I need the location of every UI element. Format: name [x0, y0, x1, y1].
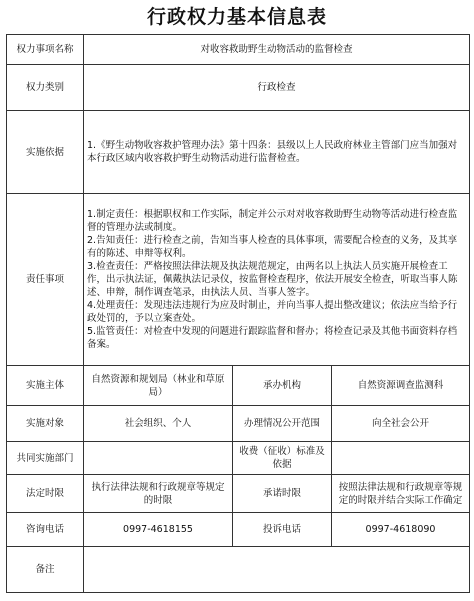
responsibility-item: 4.处理责任：发现违法违规行为应及时制止，并向当事人提出整改建议；依法应当给予行政处罚的，予以立案查处。 — [87, 300, 458, 324]
subject-label: 实施主体 — [7, 366, 84, 406]
fee-label: 收费（征收）标准及依据 — [233, 442, 332, 475]
subject-value: 自然资源和规划局（林业和草原局） — [84, 366, 233, 406]
page-title: 行政权力基本信息表 — [146, 6, 327, 28]
target-label: 实施对象 — [7, 406, 84, 442]
deadline-value: 执行法律法规和行政规章等规定的时限 — [84, 475, 233, 513]
complaint-phone-value: 0997-4618090 — [332, 513, 470, 547]
undertaking-label: 承办机构 — [233, 366, 332, 406]
row-subject — [7, 366, 470, 406]
power-name-label: 权力事项名称 — [7, 35, 84, 65]
responsibility-item: 2.告知责任：进行检查之前，告知当事人检查的具体事项，需要配合检查的义务，及其享有的陈述、申辩等权利。 — [87, 235, 458, 259]
row-target — [7, 406, 470, 442]
promise-label: 承诺时限 — [233, 475, 332, 513]
row-power-category — [7, 65, 470, 111]
disclosure-label: 办理情况公开范围 — [233, 406, 332, 442]
deadline-label: 法定时限 — [7, 475, 84, 513]
row-responsibility — [7, 194, 470, 366]
promise-value: 按照法律法规和行政规章等规定的时限并结合实际工作确定 — [332, 475, 470, 513]
consult-phone-label: 咨询电话 — [7, 513, 84, 547]
row-remark — [7, 547, 470, 593]
power-name-value: 对收容救助野生动物活动的监督检查 — [84, 35, 470, 65]
row-deadline — [7, 475, 470, 513]
basis-value: 1.《野生动物收容救护管理办法》第十四条：县级以上人民政府林业主管部门应当加强对本行政区域内收容救护野生动物活动进行监督检查。 — [84, 111, 470, 194]
responsibility-item: 3.检查责任：严格按照法律法规及执法规范规定，由两名以上执法人员实施开展检查工作，出示执法证，佩戴执法记录仪，按监督检查程序，依法开展安全检查，听取当事人陈述、申辩，制作调查笔录，由执法人员、当事人签字。 — [87, 261, 458, 298]
joint-dept-value — [84, 442, 233, 475]
basis-label: 实施依据 — [7, 111, 84, 194]
row-power-name — [7, 35, 470, 65]
target-value: 社会组织、个人 — [84, 406, 233, 442]
consult-phone-value: 0997-4618155 — [84, 513, 233, 547]
complaint-phone-label: 投诉电话 — [233, 513, 332, 547]
power-category-value: 行政检查 — [84, 65, 470, 111]
responsibility-item: 5.监管责任：对检查中发现的问题进行跟踪监督和督办；将检查记录及其他书面资料存档备案。 — [87, 326, 458, 350]
row-basis — [7, 111, 470, 194]
row-phone — [7, 513, 470, 547]
responsibility-item: 1.制定责任：根据职权和工作实际，制定并公示对对收容救助野生动物等活动进行检查监督的管理办法或制度。 — [87, 209, 458, 233]
row-joint — [7, 442, 470, 475]
responsibility-label: 责任事项 — [7, 194, 84, 366]
power-category-label: 权力类别 — [7, 65, 84, 111]
responsibility-list — [84, 194, 470, 366]
info-table — [6, 34, 470, 593]
undertaking-value: 自然资源调查监测科 — [332, 366, 470, 406]
remark-label: 备注 — [7, 547, 84, 593]
disclosure-value: 向全社会公开 — [332, 406, 470, 442]
fee-value — [332, 442, 470, 475]
remark-value — [84, 547, 470, 593]
joint-dept-label: 共同实施部门 — [7, 442, 84, 475]
